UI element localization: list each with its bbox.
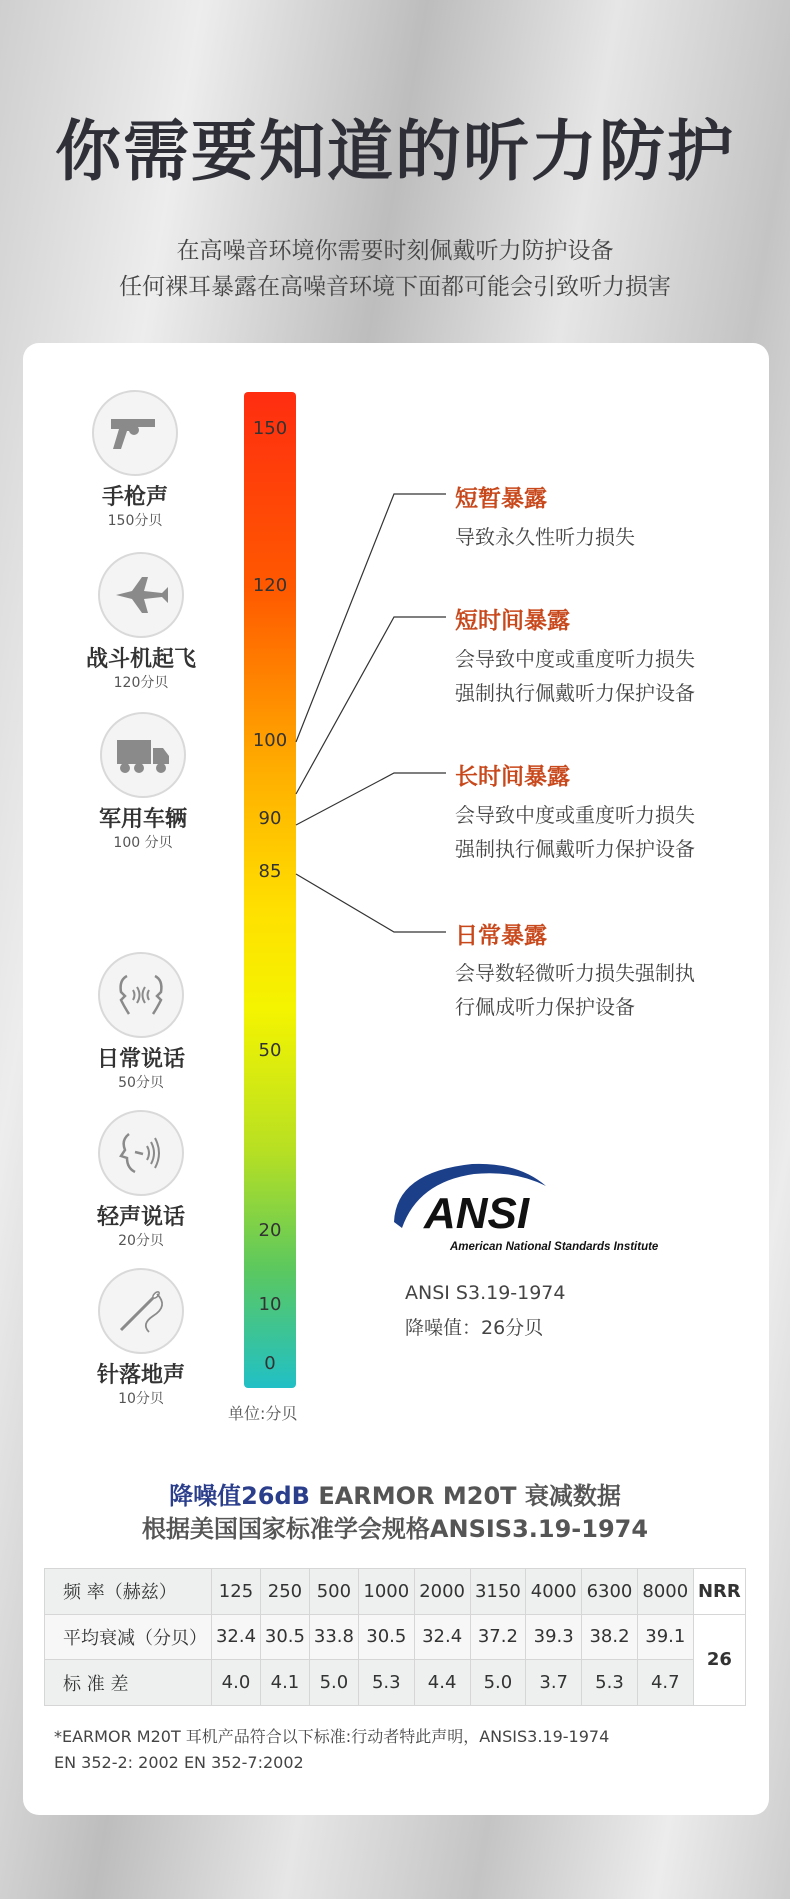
table-row-label: 频 率（赫兹） (45, 1569, 212, 1615)
table-cell: 4.1 (260, 1660, 309, 1706)
table-cell: 5.0 (309, 1660, 358, 1706)
table-cell: 32.4 (414, 1614, 470, 1660)
scale-tick: 85 (258, 861, 282, 882)
table-cell: 37.2 (470, 1614, 526, 1660)
source-db: 120分贝 (113, 675, 169, 691)
exposure-title: 日常暴露 (455, 923, 547, 949)
table-cell: 4.4 (414, 1660, 470, 1706)
subtitle-line-1: 在高噪音环境你需要时刻佩戴听力防护设备 (176, 238, 614, 264)
scale-tick: 150 (252, 418, 288, 439)
ansi-nrr: 降噪值：26分贝 (405, 1317, 544, 1339)
scale-tick: 100 (252, 730, 288, 751)
exposure-title: 短暂暴露 (455, 486, 547, 512)
table-cell: 3150 (470, 1569, 526, 1615)
table-row (45, 1569, 746, 1615)
table-cell: 5.3 (582, 1660, 638, 1706)
table-cell: 4.0 (212, 1660, 261, 1706)
table-cell: 39.3 (526, 1614, 582, 1660)
table-row (45, 1614, 746, 1660)
table-cell: 125 (212, 1569, 261, 1615)
source-db: 50分贝 (118, 1075, 164, 1091)
summary-highlight: 降噪值26dB (169, 1482, 310, 1510)
table-cell: 250 (260, 1569, 309, 1615)
exposure-desc: 强制执行佩戴听力保护设备 (455, 837, 695, 861)
table-cell: 5.0 (470, 1660, 526, 1706)
source-label: 日常说话 (96, 1047, 185, 1072)
table-cell: 5.3 (358, 1660, 414, 1706)
footnote-line-2: EN 352-2: 2002 EN 352-7:2002 (54, 1753, 304, 1772)
table-cell: 2000 (414, 1569, 470, 1615)
nrr-value: 26 (693, 1614, 745, 1705)
exposure-desc: 会导致中度或重度听力损失 (455, 647, 695, 671)
exposure-desc: 行佩成听力保护设备 (455, 995, 635, 1019)
table-row-label: 标 准 差 (45, 1660, 212, 1706)
table-cell: 1000 (358, 1569, 414, 1615)
table-cell: 8000 (637, 1569, 693, 1615)
table-cell: 6300 (582, 1569, 638, 1615)
table-cell: 33.8 (309, 1614, 358, 1660)
table-cell: 3.7 (526, 1660, 582, 1706)
scale-tick: 50 (258, 1040, 282, 1061)
table-cell: 38.2 (582, 1614, 638, 1660)
scale-tick: 0 (264, 1353, 276, 1374)
source-label: 手枪声 (101, 485, 168, 510)
table-cell: 30.5 (358, 1614, 414, 1660)
source-label: 针落地声 (96, 1363, 185, 1388)
attenuation-table (44, 1568, 746, 1706)
source-db: 20分贝 (118, 1233, 164, 1249)
summary-line-1 (0, 1476, 790, 1511)
table-cell: 500 (309, 1569, 358, 1615)
exposure-desc: 导致永久性听力损失 (455, 525, 635, 549)
table-cell: 30.5 (260, 1614, 309, 1660)
scale-tick: 10 (258, 1294, 282, 1315)
table-row (45, 1660, 746, 1706)
footnote-line-1: *EARMOR M20T 耳机产品符合以下标准:行动者特此声明，ANSIS3.19-1974 (54, 1727, 610, 1746)
source-label: 军用车辆 (98, 807, 187, 832)
exposure-desc: 强制执行佩戴听力保护设备 (455, 681, 695, 705)
scale-tick: 20 (258, 1220, 282, 1241)
svg-text:ANSI: ANSI (424, 1189, 530, 1238)
source-db: 100 分贝 (113, 835, 173, 851)
exposure-desc: 会导致中度或重度听力损失 (455, 803, 695, 827)
nrr-header: NRR (693, 1569, 745, 1615)
table-cell: 32.4 (212, 1614, 261, 1660)
source-label: 战斗机起飞 (85, 647, 196, 672)
scale-tick: 90 (258, 808, 282, 829)
table-cell: 39.1 (637, 1614, 693, 1660)
ansi-standard: ANSI S3.19-1974 (405, 1282, 566, 1304)
svg-text:American National Standards In: American National Standards Institute (450, 1241, 659, 1253)
summary-rest: EARMOR M20T 衰减数据 (309, 1482, 621, 1510)
source-label: 轻声说话 (96, 1205, 185, 1230)
exposure-title: 长时间暴露 (455, 764, 570, 790)
source-db: 10分贝 (118, 1391, 164, 1407)
page-title: 你需要知道的听力防护 (55, 113, 735, 190)
scale-tick: 120 (252, 575, 288, 596)
subtitle-line-2: 任何裸耳暴露在高噪音环境下面都可能会引致听力损害 (119, 274, 671, 300)
exposure-desc: 会导数轻微听力损失强制执 (455, 961, 695, 985)
exposure-title: 短时间暴露 (455, 608, 570, 634)
source-db: 150分贝 (107, 513, 163, 529)
summary-line-2: 根据美国国家标准学会规格ANSIS3.19-1974 (141, 1515, 649, 1543)
ansi-logo (388, 1158, 668, 1258)
table-cell: 4000 (526, 1569, 582, 1615)
table-cell: 4.7 (637, 1660, 693, 1706)
scale-unit: 单位:分贝 (228, 1404, 298, 1423)
table-row-label: 平均衰减（分贝） (45, 1614, 212, 1660)
